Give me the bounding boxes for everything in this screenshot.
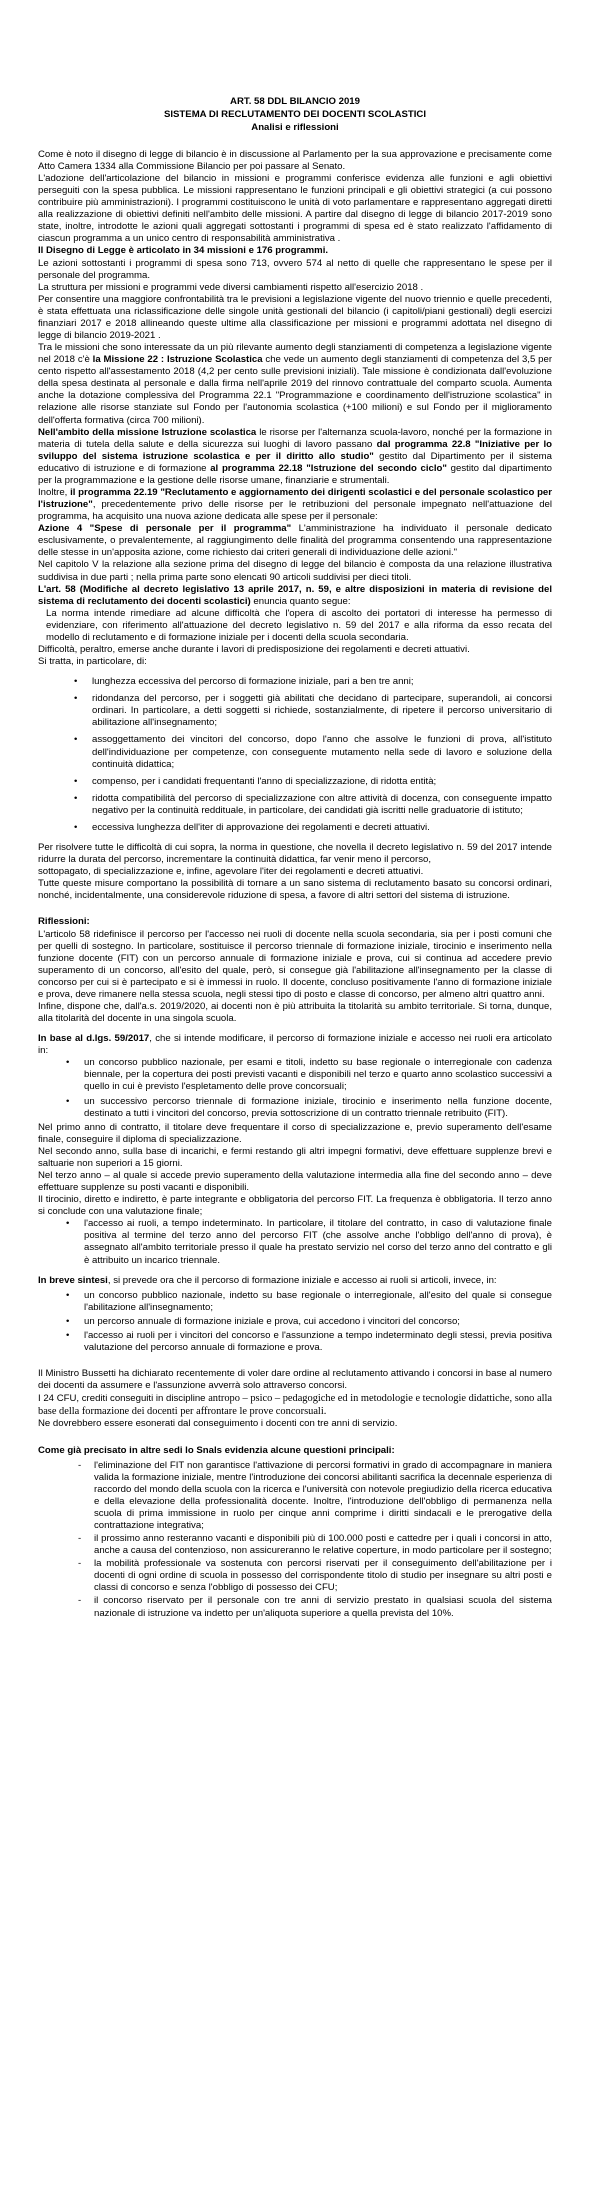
paragraph: Infine, dispone che, dall'a.s. 2019/2020, ai docenti non è più attribuita la titolarità su ambito territoriale. Si torna, dunque, alla titolarità del docente in una singola scuola. [38, 1000, 552, 1025]
text-run: Tra le missioni che sono interessate da un più rilevante aumento degli stanziamenti di competenza a legislazione vigente nel 2018 c'è [38, 342, 552, 366]
text-run-serif: antropo – psico – pedagogiche ed in metodologie e tecnologie didattiche, sono alla base della formazione dei docenti per affrontare le prove concorsuali. [38, 1393, 552, 1418]
dlgs-list-continued [38, 1218, 552, 1266]
paragraph: Per consentire una maggiore confrontabilità tra le previsioni a legislazione vigente del nuovo triennio e quelle precedenti, è stata effettuata una riclassificazione delle singole unità gestionali del bilancio (i capitoli/piani gestionali) degli esercizi finanziari 2017 e 2018 allineando queste ultime alla classificazione per missioni e programmi adottata nel disegno di legge di bilancio 2019-2021 . [38, 293, 552, 341]
bullet-icon: • [74, 792, 78, 804]
dash-icon: - [78, 1459, 82, 1471]
list-item-text: compenso, per i candidati frequentanti l'anno di specializzazione, di ridotta entità; [92, 775, 437, 787]
text-run: , si prevede ora [107, 1274, 174, 1286]
text-run-bold: al programma 22.18 "Istruzione del secondo ciclo" [210, 462, 447, 474]
list-item [38, 793, 552, 817]
paragraph: La struttura per missioni e programmi vede diversi cambiamenti rispetto all'esercizio 2018 . [38, 281, 424, 293]
paragraph: Nel terzo anno – al quale si accede previo superamento della valutazione intermedia alla fine del secondo anno – deve effettuare supplenze su posti vacanti e disponibili. [38, 1169, 552, 1194]
bullet-icon: • [74, 693, 78, 705]
list-item-text: un concorso pubblico nazionale, indetto su base regionale o interregionale, all'esito del quale si consegue l'abilitazione all'insegnamento; [84, 1289, 552, 1313]
list-item [38, 1460, 552, 1532]
list-item [38, 1533, 552, 1557]
list-item-text: la mobilità professionale va sostenuta con percorsi riservati per il conseguimento dell'abilitazione per i docenti di ogni ordine di scuola in possesso del corrispondente titolo di studio per insegnare su altri posti e classi di concorso e senza l'obbligo di possesso dei CFU; [94, 1558, 552, 1594]
difficulties-list [38, 676, 552, 834]
paragraph: Si tratta, in particolare, di: [38, 656, 147, 668]
section-heading: Come già precisato in altre sedi lo Snals evidenzia alcune questioni principali: [38, 1444, 395, 1456]
paragraph: Le azioni sottostanti i programmi di spesa sono 713, ovvero 574 al netto di quelle che rappresentano le spese per il personale del programma. [38, 257, 552, 281]
list-item-text: un successivo percorso triennale di formazione iniziale, tirocinio e inserimento nella funzione docente, destinato a tutti i vincitori del concorso, previa sottoscrizione di un contratto triennale retribuito (FIT). [84, 1095, 552, 1119]
dash-icon: - [78, 1533, 82, 1545]
document-header [38, 96, 552, 135]
text-run: enuncia quanto segue: [250, 595, 351, 607]
list-item-text: un percorso annuale di formazione iniziale e prova, cui accedono i vincitori del concorso; [84, 1315, 460, 1327]
list-item-text: l'accesso ai ruoli per i vincitori del concorso e l'assunzione a tempo indeterminato degli stessi, previa positiva valutazione del percorso annuale di formazione e prova. [84, 1329, 552, 1353]
list-item-text: l'eliminazione del FIT non garantisce l'attivazione di percorsi formativi in grado di accompagnare in maniera valida la formazione iniziale, mentre l'introduzione dei concorsi abilitanti sacrifica la decennale esperienza di raccordo del mondo della scuola con la ricerca e l'università con notevole pregiudizio della ricerca educativa e della elevazione della professionalità docente. Inoltre, l'introduzione dell'obbligo di permanenza nella scuola di prima immissione in ruolo per cinque anni comprime i diritti sindacali e le prerogative della contrattazione integrativa; [94, 1459, 552, 1531]
list-item [38, 1595, 552, 1619]
paragraph: Nel secondo anno, sulla base di incarichi, e fermi restando gli altri impegni formativi, deve effettuare supplenze brevi e saltuarie non superiori a 15 giorni. [38, 1145, 552, 1169]
document-section-subtitle: Analisi e riflessioni [251, 121, 339, 133]
paragraph [38, 342, 552, 427]
list-item-text: assoggettamento dei vincitori del concorso, dopo l'anno che assolve le funzioni di prova, all'istituto dell'individuazione per competenze, con conseguente mutamento nella sede di lavoro e soluzione della continuità didattica; [92, 734, 552, 770]
paragraph: Ne dovrebbero essere esonerati dal conseguimento i docenti con tre anni di servizio. [38, 1418, 398, 1430]
list-item [38, 1290, 552, 1314]
text-run: gestito dal Dipartimento per il sistema educativo di istruzione e di formazione [38, 450, 552, 474]
text-run-bold: In breve sintesi [38, 1274, 108, 1286]
text-run-bold: la Missione 22 : Istruzione Scolastica [92, 354, 263, 366]
list-item-text: eccessiva lunghezza dell'iter di approvazione dei regolamenti e decreti attuativi. [92, 821, 430, 833]
list-item [38, 1218, 552, 1266]
dash-icon: - [78, 1595, 82, 1607]
list-item [38, 776, 552, 788]
bullet-icon: • [66, 1095, 70, 1107]
text-run: L'amministrazione ha individuato il personale dedicato esclusivamente, o prevalentemente, al raggiungimento delle finalità del programma consentendo una rappresentazione delle stesse in un'apposita azione, come richiesto dai criteri generali di individuazione delle azioni." [38, 523, 552, 559]
section-heading: Riflessioni: [38, 916, 90, 928]
list-item-text: ridondanza del percorso, per i soggetti già abilitati che decidano di partecipare, superandoli, ai concorsi ordinari. In particolare, a detti soggetti si richiede, sostanzialmente, di ripetere il percorso universitario di abilitazione all'insegnamento; [92, 693, 552, 729]
paragraph [38, 523, 552, 559]
paragraph: Difficoltà, peraltro, emerse anche durante i lavori di predisposizione dei regolamenti e decreti attuativi. [38, 644, 470, 656]
paragraph: L'adozione dell'articolazione del bilancio in missioni e programmi conferisce evidenza alle funzioni e agli obiettivi perseguiti con la spesa pubblica. Le missioni rappresentano le funzioni principali e gli obiettivi strategici (a cui possono contribuire più amministrazioni). I programmi costituiscono le unità di voto parlamentare e rappresentano aggregati diretti alla realizzazione di obiettivi definiti nell'ambito delle missioni. A partire dal disegno di legge di bilancio 2017-2019 sono state, inoltre, introdotte le azioni quali aggregati sottostanti i programmi di spesa ed è stato realizzato l'affidamento di ciascun programma a un unico centro di responsabilità amministrativa . [38, 172, 552, 245]
list-item-text: il prossimo anno resteranno vacanti e disponibili più di 100.000 posti e cattedre per i quali i concorsi in atto, anche a causa del contenzioso, non assicureranno le relative coperture, in modo particolare per il sostegno; [94, 1533, 552, 1557]
list-item-text: un concorso pubblico nazionale, per esami e titoli, indetto su base regionale o interregionale con cadenza biennale, per la copertura dei posti previsti vacanti e disponibili nel terzo e quarto anno scolastico successivi a quello in cui è previsto l'espletamento delle prove concorsuali; [84, 1057, 552, 1093]
list-item [38, 1558, 552, 1594]
bullet-icon: • [66, 1057, 70, 1069]
snals-list [38, 1460, 552, 1620]
text-run-bold: il programma 22.19 "Reclutamento e aggiornamento dei dirigenti scolastici e del personale scolastico per l'istruzione" [38, 487, 553, 511]
dlgs-list [38, 1057, 552, 1119]
list-item-text: lunghezza eccessiva del percorso di formazione iniziale, pari a ben tre anni; [92, 676, 414, 688]
paragraph: La norma intende rimediare ad alcune difficoltà che l'opera di ascolto dei portatori di interesse ha permesso di evidenziare, con riferimento all'attuazione del decreto legislativo n. 59 del 2017 e alla riforma da esso recata del modello di reclutamento e di formazione iniziale per i docenti della scuola secondaria. [46, 607, 552, 643]
text-run-bold: Azione 4 "Spese di personale per il programma" [38, 523, 292, 535]
text-run: gestito dal dipartimento per la programmazione e la gestione delle risorse umane, finanziarie e strumentali. [38, 462, 552, 486]
text-run: I 24 CFU, crediti conseguiti in discipline [38, 1393, 209, 1405]
list-item-text: ridotta compatibilità del percorso di specializzazione con altre attività di docenza, con conseguente impatto negativo per la continuità reddituale, in particolare, dei candidati già iscritti nelle graduatorie di istituto; [92, 792, 552, 816]
paragraph: L'articolo 58 ridefinisce il percorso per l'accesso nei ruoli di docente nella scuola secondaria, sia per i posti comuni che per quelli di sostegno. In particolare, sostituisce il percorso triennale di formazione iniziale, tirocinio e inserimento nella funzione docente (FIT) con un percorso annuale di formazione iniziale e prova, cui si continua ad accedere previo superamento di un concorso, all'esito del quale, però, si consegue già l'abilitazione all'insegnamento per la classe di concorso per cui si è partecipato e si è immessi in ruolo. Il docente, concluso positivamente l'anno di formazione iniziale e prova, deve rimanere nella stessa scuola, negli stessi tipo di posto e classe di concorso, per almeno altri quattro anni. [38, 928, 552, 1000]
list-item [38, 1096, 552, 1120]
paragraph [38, 487, 552, 523]
paragraph: Il Ministro Bussetti ha dichiarato recentemente di voler dare ordine al reclutamento attivando i concorsi in base al numero dei docenti da assumere e l'assunzione avverrà solo attraverso concorsi. [38, 1368, 552, 1392]
text-run: , che si intende modificare, il percorso di formazione iniziale e accesso nei ruoli era articolato in: [38, 1033, 552, 1057]
text-run-bold: L'art. 58 (Modifiche al decreto legislativo 13 aprile 2017, n. 59, e altre disposizioni in materia di revisione del sistema di reclutamento dei docenti scolastici) [38, 583, 552, 607]
paragraph [38, 427, 552, 487]
paragraph: Nel capitolo V la relazione alla sezione prima del disegno di legge del bilancio è composta da una relazione illustrativa suddivisa in due parti ; nella prima parte sono elencati 90 articoli suddivisi per dieci titoli. [38, 559, 552, 583]
bullet-icon: • [74, 676, 78, 688]
paragraph [38, 1392, 552, 1418]
list-item [38, 822, 552, 834]
list-item [38, 1316, 552, 1328]
document-title: ART. 58 DDL BILANCIO 2019 [230, 96, 360, 107]
text-run: , precedentemente privo delle risorse per le retribuzioni del personale impegnato nell'attuazione del programma, ha acquisito una nuova azione dedicata alle spese per il personale: [38, 499, 552, 523]
paragraph: Il Disegno di Legge è articolato in 34 missioni e 176 programmi. [38, 245, 329, 257]
bullet-icon: • [66, 1218, 70, 1230]
text-run: che il percorso di formazione iniziale e accesso ai ruoli si articoli, invece, in: [174, 1274, 497, 1286]
text-run: le risorse per l'alternanza scuola-lavoro, nonché per la formazione in materia di tutela della salute e della sicurezza sui luoghi di lavoro passano [38, 426, 552, 450]
paragraph: Per risolvere tutte le difficoltà di cui sopra, la norma in questione, che novella il decreto legislativo n. 59 del 2017 intende ridurre la durata del percorso, incrementare la continuità didattica, far venir meno il percorso, [38, 842, 552, 866]
paragraph: Nel primo anno di contratto, il titolare deve frequentare il corso di specializzazione e, previo superamento dell'esame finale, conseguire il diploma di specializzazione. [38, 1121, 552, 1145]
paragraph: sottopagato, di specializzazione e, infine, agevolare l'iter dei regolamenti e decreti attuativi. [38, 866, 424, 878]
paragraph: Come è noto il disegno di legge di bilancio è in discussione al Parlamento per la sua approvazione e precisamente come Atto Camera 1334 alla Commissione Bilancio per poi passare al Senato. [38, 148, 552, 172]
text-run: Inoltre, [38, 487, 71, 498]
bullet-icon: • [74, 821, 78, 833]
bullet-icon: • [74, 734, 78, 746]
paragraph [38, 1033, 552, 1057]
bullet-icon: • [66, 1289, 70, 1301]
list-item [38, 693, 552, 729]
list-item [38, 1330, 552, 1354]
list-item-text: il concorso riservato per il personale con tre anni di servizio prestato in qualsiasi scuola del sistema nazionale di istruzione va indetto per un'aliquota superiore a quella prevista del 10%. [94, 1595, 552, 1619]
sintesi-list [38, 1290, 552, 1354]
list-item [38, 1057, 552, 1093]
list-item [38, 734, 552, 770]
text-run-bold: Nell'ambito della missione Istruzione scolastica [38, 426, 257, 438]
paragraph: Il tirocinio, diretto e indiretto, è parte integrante e obbligatoria del percorso FIT. La frequenza è obbligatoria. Il terzo anno si conclude con una valutazione finale; [38, 1194, 552, 1218]
bullet-icon: • [74, 775, 78, 787]
text-run-bold: In base al d.lgs. 59/2017 [38, 1033, 150, 1045]
dash-icon: - [78, 1558, 82, 1570]
bullet-icon: • [66, 1329, 70, 1341]
paragraph: Tutte queste misure comportano la possibilità di tornare a un sano sistema di reclutamento basato su concorsi ordinari, nonché, incidentalmente, una considerevole riduzione di spesa, a favore di altri settori del sistema di istruzione. [38, 878, 552, 902]
text-run: che vede un aumento degli stanziamenti di competenza del 3,5 per cento rispetto all'assestamento 2018 (4,2 per cento sulle previsioni iniziali). Tale missione è condizionata dall'evoluzione della spesa destinata al personale e dalla firma nell'aprile 2019 del rinnovo contrattuale del comparto scuola. Aumenta anche la dotazione complessiva del Programma 22.1 "Programmazione e coordinamento dell'istruzione scolastica" in relazione alle risorse stanziate sul Fondo per l'autonomia scolastica (+100 milioni) e sul Fondo per il miglioramento dell'offerta formativa (circa 700 milioni). [38, 354, 553, 426]
text-run-bold: dal programma 22.8 "Iniziative per lo sviluppo del sistema istruzione scolastica e per il diritto allo studio" [38, 438, 553, 462]
paragraph [38, 584, 552, 608]
document-subtitle: SISTEMA DI RECLUTAMENTO DEI DOCENTI SCOLASTICI [163, 108, 427, 120]
list-item-text: l'accesso ai ruoli, a tempo indeterminato. In particolare, il titolare del contratto, in caso di valutazione finale positiva al termine del terzo anno del percorso FIT (che assolve anche l'obbligo dell'anno di prova), è assegnato all'ambito territoriale presso il quale ha prestato servizio nel corso del terzo anno del contratto e gli è attribuito un incarico triennale. [84, 1218, 552, 1266]
list-item [38, 676, 552, 688]
paragraph [38, 1275, 552, 1287]
bullet-icon: • [66, 1315, 70, 1327]
